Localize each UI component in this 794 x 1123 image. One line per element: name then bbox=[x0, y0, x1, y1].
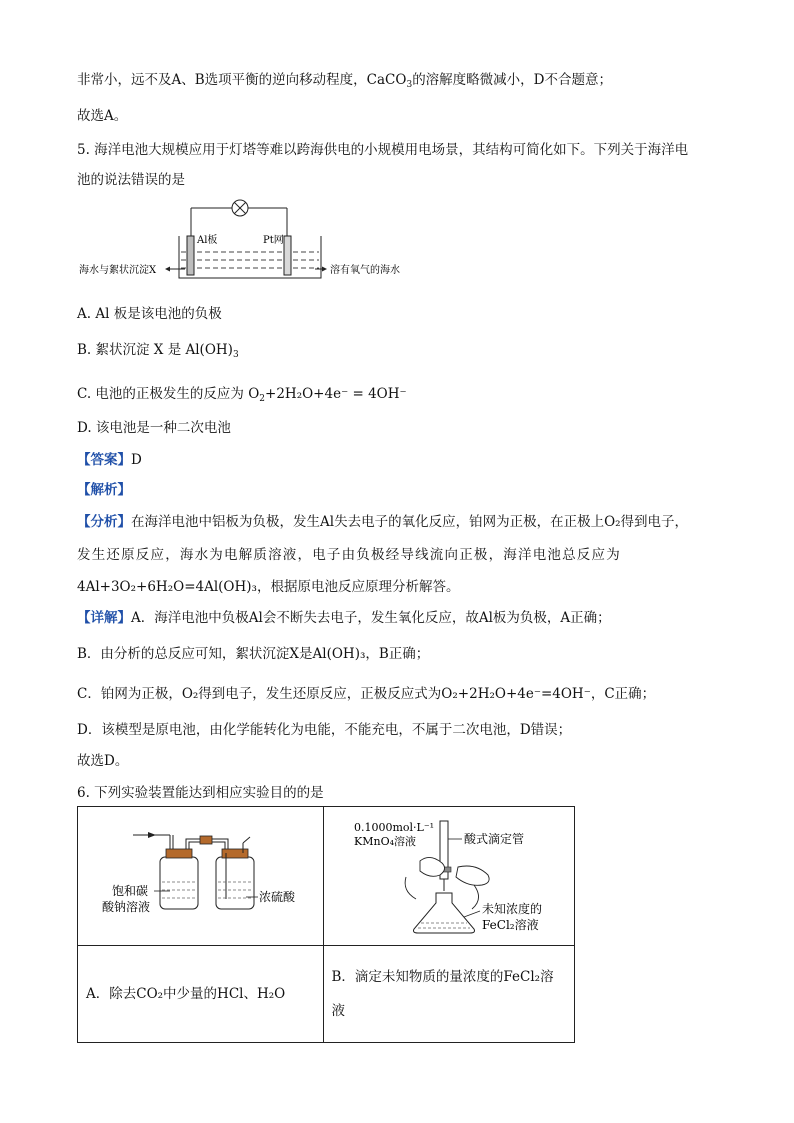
q5-option-b bbox=[77, 338, 239, 360]
q5-option-b-text: B. 絮状沉淀 X 是 Al(OH) bbox=[77, 342, 233, 358]
right-arrow-icon bbox=[322, 267, 327, 272]
q6-option-a-cell bbox=[78, 946, 324, 1043]
answer-value: D bbox=[131, 452, 142, 468]
xiangjie-a-text: A．海洋电池中负极Al会不断失去电子，发生氧化反应，故Al板为负极，A正确； bbox=[131, 610, 611, 626]
q6-figure-a-cell bbox=[78, 807, 324, 946]
q5-stem-line2: 池的说法错误的是 bbox=[77, 172, 185, 188]
answer-line bbox=[77, 448, 142, 468]
q6-option-b-cell bbox=[323, 946, 575, 1043]
bottle-1-stopper bbox=[166, 849, 192, 858]
xiangjie-tag: 【详解】 bbox=[77, 610, 131, 626]
xiangjie-line-b: B．由分析的总反应可知，絮状沉淀X是Al(OH)₃，B正确； bbox=[77, 646, 430, 662]
label-unknown-conc: 未知浓度的 bbox=[481, 902, 542, 916]
q5-stem-line1: 5. 海洋电池大规模应用于灯塔等难以跨海供电的小规模用电场景，其结构可简化如下。下列关于海洋电 bbox=[77, 142, 689, 158]
q5-option-b-sub: 3 bbox=[232, 350, 239, 360]
pt-mesh bbox=[284, 236, 291, 275]
fenxi-text1: 在海洋电池中铝板为负极，发生Al失去电子的氧化反应，铂网为正极，在正极上O₂得到电子， bbox=[131, 514, 689, 530]
al-plate bbox=[187, 236, 194, 275]
hand-right-icon bbox=[456, 866, 489, 885]
rubber-connector bbox=[200, 836, 212, 844]
prev-conclusion: 故选A。 bbox=[77, 108, 128, 124]
fenxi-tag: 【分析】 bbox=[77, 514, 131, 530]
ocean-battery-diagram bbox=[75, 196, 415, 292]
q5-option-c-text: C. 电池的正极发生的反应为 O bbox=[77, 386, 260, 402]
gas-washing-apparatus bbox=[78, 807, 322, 941]
fenxi-line3: 4Al+3O₂+6H₂O=4Al(OH)₃，根据原电池反应原理分析解答。 bbox=[77, 579, 460, 595]
q5-option-c: C. 电池的正极发生的反应为 $O_2+2H_2O+4e^- = 4OH^-$ bbox=[77, 386, 407, 404]
q5-option-c-eq: +2H₂O+4e⁻ = 4OH⁻ bbox=[265, 386, 407, 402]
left-arrow-icon bbox=[165, 267, 170, 272]
xiangjie-line-a bbox=[77, 606, 611, 626]
fenxi-line2: 发生还原反应，海水为电解质溶液，电子由负极经导线流向正极，海洋电池总反应为 bbox=[77, 547, 621, 563]
q6-option-b-line2: 液 bbox=[331, 1003, 345, 1019]
label-fecl2: FeCl₂溶液 bbox=[481, 918, 539, 932]
al-label: Al板 bbox=[197, 235, 218, 246]
label-kmno4: KMnO₄溶液 bbox=[353, 835, 416, 848]
left-label: 海水与絮状沉淀X bbox=[79, 265, 157, 276]
q5-conclusion: 故选D。 bbox=[77, 753, 129, 769]
answer-tag: 【答案】 bbox=[77, 452, 131, 468]
xiangjie-line-c: C．铂网为正极，O₂得到电子，发生还原反应，正极反应式为O₂+2H₂O+4e⁻=4OH⁻，C正确； bbox=[77, 686, 656, 702]
titration-apparatus bbox=[324, 807, 574, 941]
prev-line1-text: 非常小，远不及A、B选项平衡的逆向移动程度，CaCO bbox=[77, 72, 407, 88]
q6-stem: 6. 下列实验装置能达到相应实验目的的是 bbox=[77, 785, 324, 801]
bottle-2 bbox=[216, 857, 254, 909]
q6-option-a: A．除去CO₂中少量的HCl、H₂O bbox=[86, 986, 286, 1002]
prev-text-line1 bbox=[77, 68, 612, 90]
fenxi-line1 bbox=[77, 510, 688, 530]
inlet-arrow-icon bbox=[148, 832, 156, 838]
label-sat-na2co3-2: 酸钠溶液 bbox=[102, 900, 151, 914]
label-sat-na2co3-1: 饱和碳 bbox=[112, 884, 149, 898]
q6-option-b-line1: B．滴定未知物质的量浓度的FeCl₂溶 bbox=[331, 969, 554, 985]
q5-option-d: D. 该电池是一种二次电池 bbox=[77, 420, 231, 436]
xiangjie-line-d: D．该模型是原电池，由化学能转化为电能，不能充电，不属于二次电池，D错误； bbox=[77, 722, 572, 738]
pt-label: Pt网 bbox=[263, 235, 284, 246]
q6-options-table bbox=[77, 806, 575, 1043]
q6-figure-b-cell bbox=[323, 807, 575, 946]
conical-flask bbox=[413, 893, 474, 933]
prev-line1-sub: 3 bbox=[406, 80, 413, 90]
label-acid-burette: 酸式滴定管 bbox=[463, 832, 524, 846]
prev-line1-end: 的溶解度略微减小，D不合题意； bbox=[412, 72, 613, 88]
label-concentration: 0.1000mol·L⁻¹ bbox=[353, 821, 434, 834]
right-label: 溶有氧气的海水 bbox=[330, 265, 400, 276]
analysis-tag: 【解析】 bbox=[77, 482, 131, 498]
q5-option-a: A. Al 板是该电池的负极 bbox=[77, 306, 222, 322]
label-conc-h2so4: 浓硫酸 bbox=[259, 890, 296, 904]
bottle-1 bbox=[160, 857, 198, 909]
